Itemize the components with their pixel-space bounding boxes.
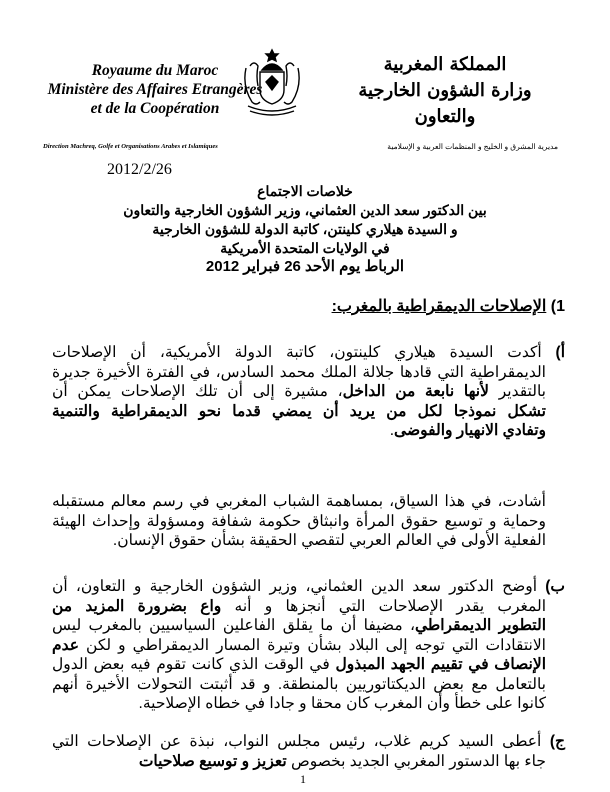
text: جاء بها الدستور المغربي الجديد بخصوص xyxy=(286,752,546,770)
text: الفعلية الأولى في العالم العربي لتقصي الحقيقة بشأن حقوق الإنسان. xyxy=(112,532,546,549)
bold-text: أ) xyxy=(541,344,565,361)
coat-of-arms-emblem xyxy=(240,48,304,118)
page-number: 1 xyxy=(300,772,306,786)
document-date: 2012/2/26 xyxy=(107,161,172,178)
text: الديمقراطية التي قادها جلالة الملك محمد السادس، في الفترة الأخيرة جديرة xyxy=(52,363,546,381)
letterhead-line: et de la Coopération xyxy=(90,100,220,117)
paragraph-line xyxy=(52,655,546,674)
text: أشادت، في هذا السياق، بمساهمة الشباب المغربي في رسم معالم مستقبله xyxy=(52,493,546,510)
paragraph-line xyxy=(52,421,546,440)
title-line: بين الدكتور سعد الدين العثماني، وزير الشؤون الخارجية والتعاون xyxy=(123,202,487,218)
paragraph-line xyxy=(52,732,565,751)
paragraph-line xyxy=(52,597,546,616)
paragraph-line xyxy=(52,512,546,531)
letterhead-line: المملكة المغربية xyxy=(383,54,507,75)
paragraph-line xyxy=(52,382,546,401)
bold-text: التطوير الديمقراطي xyxy=(414,617,546,634)
section-number: 1) xyxy=(550,298,565,315)
title-line: و السيدة هيلاري كلينتن، كاتبة الدولة للشؤون الخارجية xyxy=(152,221,458,237)
letterhead-line: Ministère des Affaires Etrangères xyxy=(47,81,263,98)
title-line: خلاصات الاجتماع xyxy=(257,183,353,199)
bold-text: ج) xyxy=(541,733,565,750)
bold-text: تشكل نموذجا لكل من يريد أن يمضي قدما نحو الديمقراطية والتنمية xyxy=(52,402,546,420)
text: بالتعامل مع بعض الديكتاتوريين بالمنطقة. و قد أثبتت التحولات الأخيرة أنهم xyxy=(52,675,546,693)
text: الانتقادات التي توجه إلى البلاد بشأن وتيرة المسار الديمقراطي و لكن xyxy=(78,636,546,654)
arabic-letterhead-logo xyxy=(325,52,565,130)
bold-text: واع بضرورة المزيد من xyxy=(52,597,222,615)
title-line: في الولايات المتحدة الأمريكية xyxy=(220,240,390,256)
text: أعطى السيد كريم غلاب، رئيس مجلس النواب، نبذة عن الإصلاحات التي xyxy=(52,733,542,750)
paragraph-line xyxy=(52,343,565,362)
text: ، مشيرة إلى أن تلك الإصلاحات يمكن أن xyxy=(52,383,343,400)
paragraph-line xyxy=(52,675,546,694)
french-letterhead xyxy=(45,61,265,118)
paragraph-line xyxy=(52,616,546,635)
direction-french: Direction Machreq, Golfe et Organisations Arabes et Islamiques xyxy=(43,143,218,150)
title-line: الرباط يوم الأحد 26 فبراير 2012 xyxy=(205,258,405,275)
text: ، مضيفا أن ما يقلق الفاعلين السياسيين بالمغرب ليس xyxy=(52,617,415,634)
bold-text: الإنصاف في تقييم الجهد المبذول xyxy=(335,656,546,673)
letterhead-line: Royaume du Maroc xyxy=(91,62,219,79)
paragraph-line xyxy=(52,636,546,655)
paragraph-line xyxy=(52,402,546,421)
paragraph-line xyxy=(52,531,546,550)
bold-text: عدم xyxy=(52,636,79,654)
bold-text: لأنها نابعة من الداخل xyxy=(342,383,489,400)
bold-text: تعزيز و توسيع صلاحيات xyxy=(138,752,287,770)
text: أوضح الدكتور سعد الدين العثماني، وزير الشؤون الخارجية و التعاون، أن xyxy=(52,578,538,595)
section-title: الإصلاحات الديمقراطية بالمغرب: xyxy=(331,298,547,315)
text: أكدت السيدة هيلاري كلينتون، كاتبة الدولة الأمريكية، أن الإصلاحات xyxy=(52,344,542,361)
paragraph-line xyxy=(52,752,546,771)
paragraph-line xyxy=(52,577,565,596)
text: المغرب يقدر الإصلاحات التي أنجزها و أنه xyxy=(221,597,547,615)
bold-text: وتفادي الانهيار والفوضى xyxy=(394,422,546,439)
text: . xyxy=(389,422,395,439)
bold-text: ب) xyxy=(537,578,565,595)
direction-arabic: مديرية المشرق و الخليج و المنظمات العربية و الإسلامية xyxy=(387,142,558,151)
paragraph-line xyxy=(52,694,546,713)
text: وحماية و توسيع حقوق المرأة وانبثاق حكومة شفافة ومسؤولة وإحداث الهيئة xyxy=(52,512,546,530)
text: كانوا على خطأ وأن المغرب كان محقا و جادا في خطاه الإصلاحية. xyxy=(138,695,546,712)
text: في الوقت الذي كانت تقوم فيه بعض الدول xyxy=(52,656,336,673)
paragraph-line xyxy=(52,492,546,511)
letterhead-line: وزارة الشؤون الخارجية xyxy=(358,80,532,101)
section-heading xyxy=(332,296,565,316)
text: بالتقدير xyxy=(488,383,546,400)
paragraph-line xyxy=(52,363,546,382)
letterhead-line: والتعاون xyxy=(414,106,476,127)
